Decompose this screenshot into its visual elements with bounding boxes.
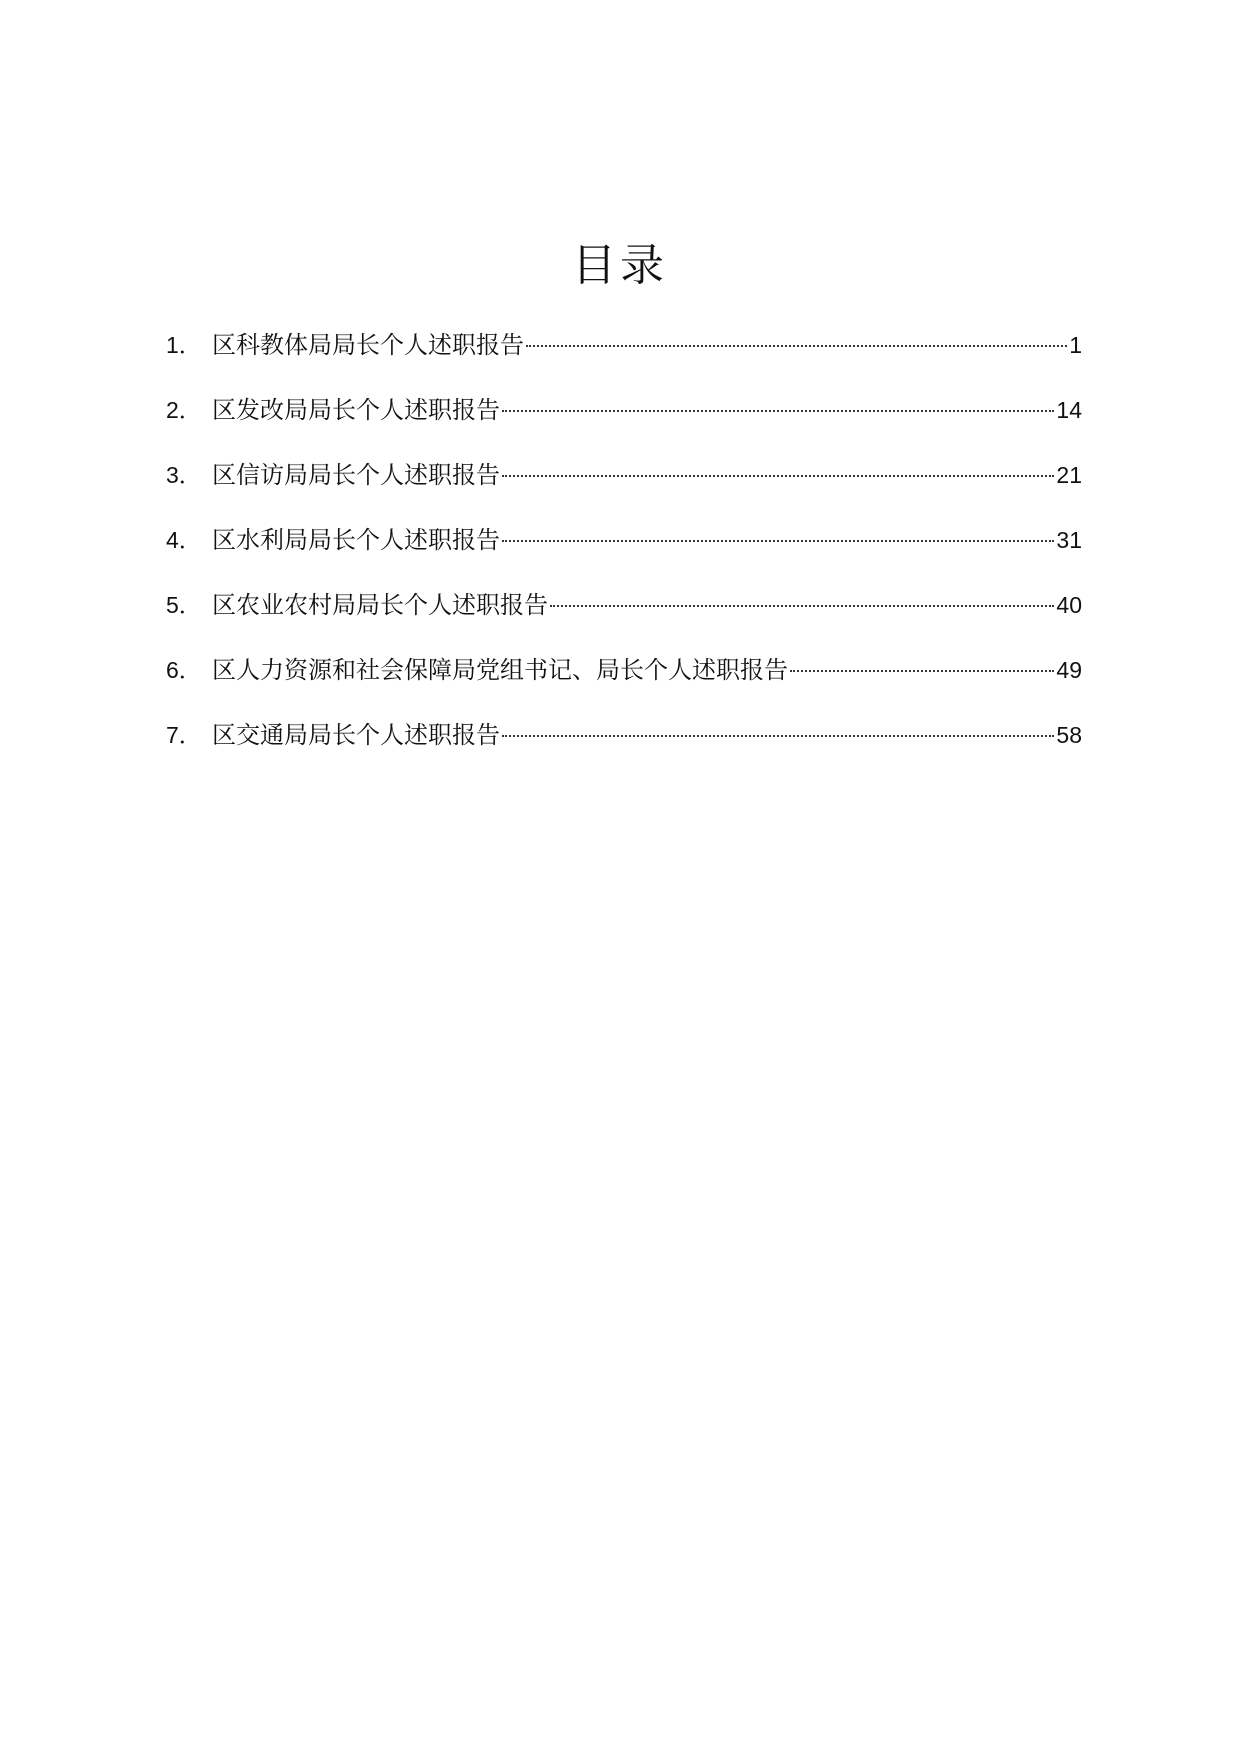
toc-entry-page: 58 — [1056, 722, 1082, 748]
toc-dot-leader — [550, 603, 1054, 607]
toc-dot-leader — [502, 538, 1054, 542]
toc-entry-page: 21 — [1056, 462, 1082, 488]
toc-entry[interactable] — [166, 650, 1082, 715]
toc-entry-title: 区信访局局长个人述职报告 — [212, 461, 500, 489]
toc-entry[interactable] — [166, 455, 1082, 520]
toc-entry[interactable] — [166, 520, 1082, 585]
toc-entry-number: 5． — [166, 592, 202, 618]
toc-title: 目录 — [572, 240, 668, 291]
toc-entry[interactable] — [166, 585, 1082, 650]
toc-entry-title: 区农业农村局局长个人述职报告 — [212, 591, 548, 619]
toc-entry-number: 4． — [166, 527, 202, 553]
toc-entry-number: 3． — [166, 462, 202, 488]
toc-dot-leader — [502, 408, 1054, 412]
toc-dot-leader — [790, 668, 1054, 672]
toc-entry-number: 1． — [166, 332, 202, 358]
toc-entry-page: 14 — [1056, 397, 1082, 423]
toc-dot-leader — [526, 343, 1067, 347]
table-of-contents — [166, 325, 1082, 780]
toc-entry-number: 6． — [166, 657, 202, 683]
toc-entry[interactable] — [166, 390, 1082, 455]
toc-entry[interactable] — [166, 715, 1082, 780]
toc-entry-number: 2． — [166, 397, 202, 423]
toc-entry-page: 1 — [1069, 332, 1082, 358]
toc-entry-title: 区水利局局长个人述职报告 — [212, 526, 500, 554]
toc-dot-leader — [502, 733, 1054, 737]
toc-entry-title: 区交通局局长个人述职报告 — [212, 721, 500, 749]
toc-entry-title: 区发改局局长个人述职报告 — [212, 396, 500, 424]
toc-entry-page: 40 — [1056, 592, 1082, 618]
toc-entry[interactable] — [166, 325, 1082, 390]
toc-entry-title: 区科教体局局长个人述职报告 — [212, 331, 524, 359]
toc-entry-page: 49 — [1056, 657, 1082, 683]
toc-dot-leader — [502, 473, 1054, 477]
toc-entry-page: 31 — [1056, 527, 1082, 553]
toc-entry-title: 区人力资源和社会保障局党组书记、局长个人述职报告 — [212, 656, 788, 684]
toc-entry-number: 7． — [166, 722, 202, 748]
